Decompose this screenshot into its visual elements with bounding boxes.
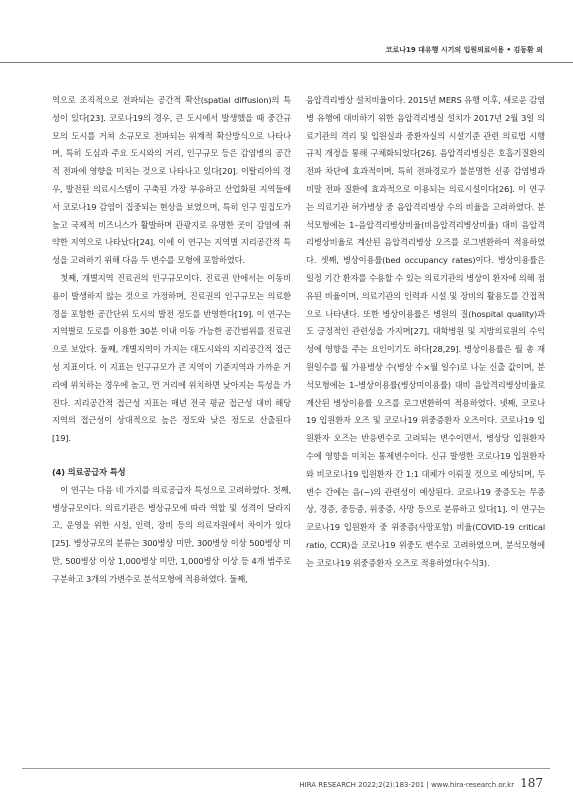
right-paragraph-1: 음압격리병상 설치비율이다. 2015년 MERS 유행 이후, 새로운 감염병 유행에 대비하기 위한 음압격리병실 설치가 2017년 2월 3일 의료기관의 격리 및 입원실과 중환자실의 시설기준 관련 의료법 시행규칙 개정을 통해 구체화되었다[26]. 음압격리병실은 호흡기질환의 전파 차단에 효과적이며, 특히 전파경로가 불분명한 신종 감염병과 비말 전파 질환에 효과적으로 이용되는 의료시설이다[26]. 이 연구는 의료기관 허가병상 중 음압격리병상 수의 비율을 고려하였다. 분석모형에는 1–음압격리병상비율(비음압격리병상비율) 대비 음압격리병상비율로 계산된 음압격리병상 오즈를 로그변환하여 적용하였다. 셋째, 병상이용률(bed occupancy rates)이다. 병상이용률은 일정 기간 환자를 수용할 수 있는 의료기관의 병상이 환자에 의해 점유된 비율이며, 의료기관의 인력과 시설 및 장비의 활용도를 간접적으로 나타낸다. 또한 병상이용률은 병원의 질(hospital quality)과도 긍정적인 관련성을 가지며[27], 대학병원 및 지방의료원의 수익성에 영향을 주는 요인이기도 하다[28,29]. 병상이용률은 월 총 재원일수를 월 가용병상 수(병상 수×월 일수)로 나눈 신출 값이며, 분석모형에는 1–병상이용률(병상미이용률) 대비 음압격리병상비율로 계산된 병상이용률 오즈를 로그변환하여 적용하였다. 넷째, 코로나19 입원환자 오즈 및 코로나19 위중증환자 오즈이다. 코로나19 입원환자 오즈는 반응변수로 고려되는 변수이면서, 병상당 입원환자 수에 영향을 미치는 통제변수이다. 신규 발생한 코로나19 입원환자와 비코로나19 입원환자 간 1:1 대체가 이뤄질 것으로 예상되며, 두 변수 간에는 음(−)의 관련성이 예상된다. 코로나19 중증도는 무증상, 경증, 중등증, 위중증, 사망 등으로 분류하고 있다[1]. 이 연구는 코로나19 입원환자 중 위중증(사망포함) 비율(COVID-19 critical ratio, CCR)을 코로나19 위중도 변수로 고려하였으며, 분석모형에는 코로나19 위중증환자 오즈로 적용하였다(수식3). bbox=[306, 95, 545, 568]
footer-rule bbox=[22, 768, 550, 769]
running-title: 코로나19 대유행 시기의 입원의료이용 • 김동환 외 bbox=[385, 46, 543, 54]
left-paragraph-2: 첫째, 개별지역 진료권의 인구규모이다. 진료권 안에서는 이동비용이 발생하지 않는 것으로 가정하며, 진료권의 인구규모는 의료환경을 포함한 공간단위 도시의 발전 정도를 반영한다[19]. 이 연구는 지역별로 도로를 이용한 30분 이내 이동 가능한 공간범위를 진료권으로 보았다. 둘째, 개별지역이 가지는 대도시와의 지리공간적 접근성 지표이다. 이 지표는 인구규모가 큰 지역이 기준지역과 가까운 거리에 위치하는 경우에 높고, 먼 거리에 위치하면 낮아지는 특성을 가진다. 지리공간적 접근성 지표는 매년 전국 평균 접근성 대비 해당 지역의 접근성이 상대적으로 높은 정도와 낮은 정도로 산출된다[19]. bbox=[52, 272, 291, 444]
right-column bbox=[306, 92, 545, 573]
left-column bbox=[52, 92, 291, 589]
header-rule bbox=[0, 62, 573, 63]
section-heading: (4) 의료공급자 특성 bbox=[52, 466, 126, 477]
left-paragraph-1: 역으로 조직적으로 전파되는 공간적 확산(spatial diffusion)의 특성이 있다[23]. 코로나19의 경우, 큰 도시에서 발생했을 때 중간규모의 도시를 거쳐 소규모로 전파되는 위계적 확산방식으로 나타나며, 특히 도심과 주요 도시와의 거리, 인구규모 등은 감염병의 공간적 전파에 영향을 미치는 것으로 나타나고 있다[20]. 이탈리아의 경우, 발전된 의료시스템이 구축된 가장 부유하고 산업화된 지역들에서 코로나19 감염이 집중되는 현상을 보였으며, 특히 인구 밀집도가 높고 국제적 비즈니스가 활발하며 관광지로 유명한 곳이 감염에 취약한 지역으로 나타났다[24]. 이에 이 연구는 지역별 지리공간적 특성을 고려하기 위해 다음 두 변수를 모형에 포함하였다. bbox=[52, 95, 291, 266]
left-paragraph-3: 이 연구는 다음 네 가지를 의료공급자 특성으로 고려하였다. 첫째, 병상규모이다. 의료기관은 병상규모에 따라 역할 및 성격이 달라지고, 운영을 위한 시설, 인력, 장비 등의 의료자원에서 차이가 있다[25]. 병상규모의 분류는 300병상 미만, 300병상 이상 500병상 미만, 500병상 이상 1,000병상 미만, 1,000병상 이상 등 4개 범주로 구분하고 3개의 가변수로 분석모형에 적용하였다. 둘째, bbox=[52, 484, 291, 584]
page-number: 187 bbox=[520, 776, 543, 790]
journal-citation: HIRA RESEARCH 2022;2(2):183-201 | www.hira-research.or.kr bbox=[299, 781, 515, 789]
page-footer bbox=[299, 776, 543, 790]
